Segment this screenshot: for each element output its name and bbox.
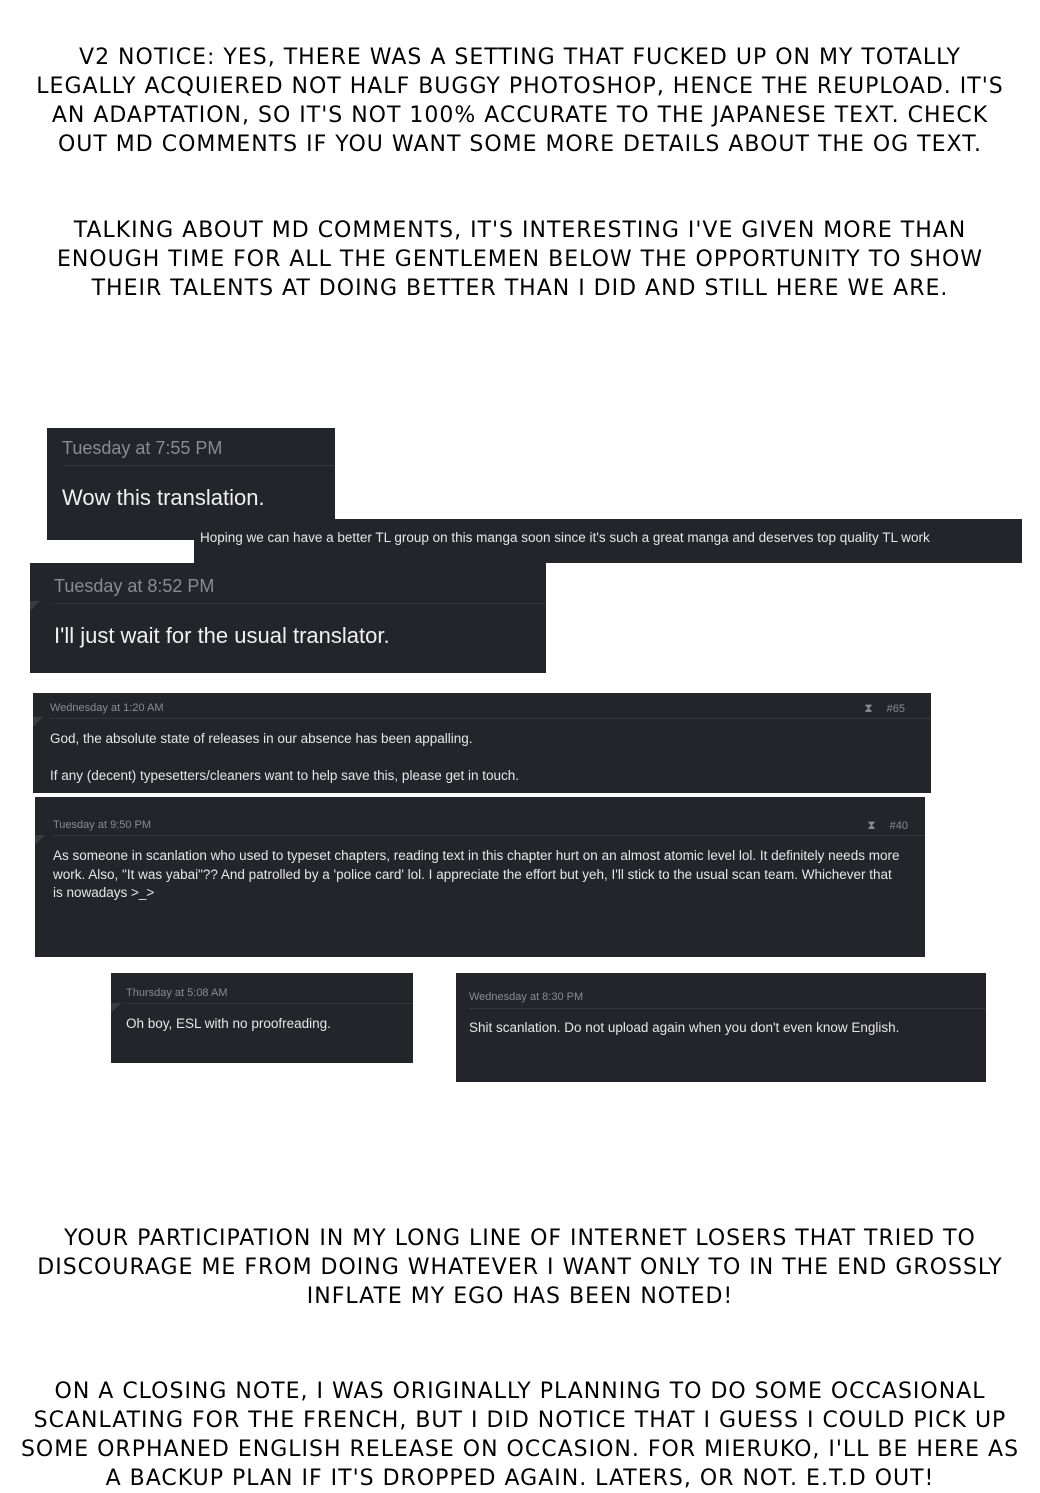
comment-timestamp: Tuesday at 7:55 PM <box>62 438 223 458</box>
post-number[interactable]: #65 <box>886 702 905 715</box>
comment-timestamp: Tuesday at 8:52 PM <box>54 576 215 596</box>
comment-text: As someone in scanlation who used to typeset chapters, reading text in this chapter hurt on an almost atomic level lol. It definitely needs more work. Also, "It was yabai"?? And patrolled by a 'police card' lol. I appreciate the effort but yeh, I'll stick to the usual scan team. Whichever that is nowadays >_> <box>53 848 900 900</box>
comment-text: Hoping we can have a better TL group on this manga soon since it's such a great manga and deserves top quality TL work <box>200 530 930 545</box>
comment-text: Oh boy, ESL with no proofreading. <box>126 1016 331 1031</box>
comment-card-2 <box>194 519 1022 563</box>
notice-md-comments: TALKING ABOUT MD COMMENTS, IT'S INTERESTING I'VE GIVEN MORE THAN ENOUGH TIME FOR ALL THE GENTLEMEN BELOW THE OPPORTUNITY TO SHOW THEIR TALENTS AT DOING BETTER THAN I DID AND STILL HERE WE ARE. <box>56 218 984 301</box>
notice-v2: V2 NOTICE: YES, THERE WAS A SETTING THAT FUCKED UP ON MY TOTALLY LEGALLY ACQUIERED NOT HALF BUGGY PHOTOSHOP, HENCE THE REUPLOAD. IT'S AN ADAPTATION, SO IT'S NOT 100% ACCURATE TO THE JAPANESE TEXT. CHECK OUT MD COMMENTS IF YOU WANT SOME MORE DETAILS ABOUT THE OG TEXT. <box>36 45 1004 157</box>
comment-timestamp: Thursday at 5:08 AM <box>126 987 228 999</box>
comment-card-6 <box>111 973 413 1063</box>
comment-text: Wow this translation. <box>62 485 265 510</box>
comment-text-line-1: God, the absolute state of releases in our absence has been appalling. <box>50 731 473 746</box>
comment-card-4 <box>33 693 931 793</box>
comment-text-line-2: If any (decent) typesetters/cleaners want to help save this, please get in touch. <box>50 768 520 783</box>
comment-timestamp: Tuesday at 9:50 PM <box>53 819 152 831</box>
comment-card-7 <box>456 973 986 1082</box>
comment-card-5 <box>35 797 925 957</box>
notice-closing: ON A CLOSING NOTE, I WAS ORIGINALLY PLANNING TO DO SOME OCCASIONAL SCANLATING FOR THE FRENCH, BUT I DID NOTICE THAT I GUESS I COULD PICK UP SOME ORPHANED ENGLISH RELEASE ON OCCASION. FOR MIERUKO, I'LL BE HERE AS A BACKUP PLAN IF IT'S DROPPED AGAIN. LATERS, OR NOT. E.T.D OUT! <box>20 1379 1020 1491</box>
comment-timestamp: Wednesday at 1:20 AM <box>50 702 164 714</box>
share-icon[interactable]: ⧗ <box>864 701 873 715</box>
share-icon[interactable]: ⧗ <box>867 818 876 832</box>
comment-timestamp: Wednesday at 8:30 PM <box>469 991 584 1003</box>
comment-card-3 <box>30 563 546 673</box>
comment-text: Shit scanlation. Do not upload again when you don't even know English. <box>469 1020 900 1035</box>
comment-text: I'll just wait for the usual translator. <box>54 623 390 648</box>
notice-participation: YOUR PARTICIPATION IN MY LONG LINE OF INTERNET LOSERS THAT TRIED TO DISCOURAGE ME FROM DOING WHATEVER I WANT ONLY TO IN THE END GROSSLY INFLATE MY EGO HAS BEEN NOTED! <box>37 1226 1003 1309</box>
post-number[interactable]: #40 <box>889 819 908 832</box>
